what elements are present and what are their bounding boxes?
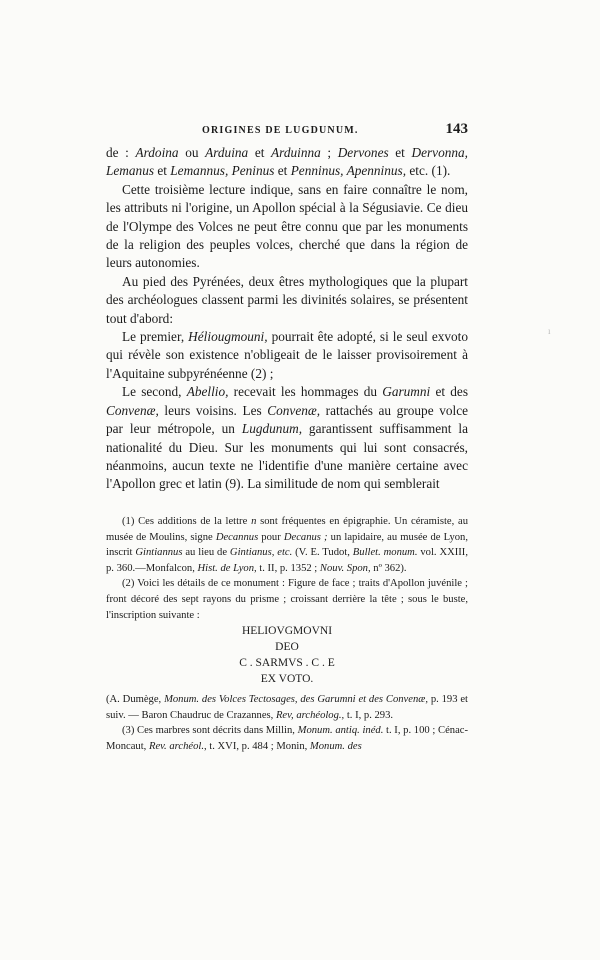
paragraph-4: Le premier, Héliougmouni, pourrait ête adopté, si le seul exvoto qui révèle son existence n'obligeait de le laisser provisoirement à l'Aquitaine subpyrénéenne (2) ; <box>106 329 469 381</box>
inscription-block <box>106 623 468 687</box>
inscription-line: HELIOVGMOVNI <box>241 625 333 638</box>
footnote-3: (3) Ces marbres sont décrits dans Millin, Monum. antiq. inéd. t. I, p. 100 ; Cénac-Moncaut, Rev. archéol., t. XVI, p. 484 ; Monin, Monum. des <box>106 725 469 752</box>
page-number: 143 <box>445 121 468 137</box>
inscription-line: C . SARMVS . C . E <box>239 657 335 670</box>
paragraph-3: Au pied des Pyrénées, deux êtres mythologiques que la plupart des archéologues classent parmi les divinités solaires, se présentent tout d'abord: <box>106 273 468 326</box>
footnote-2-source: (A. Dumège, Monum. des Volces Tectosages, des Garumni et des Convenæ, p. 193 et suiv. — Baron Chaudruc de Crazannes, Rev, archéolog., t. I, p. 293. <box>106 694 468 721</box>
page-header <box>106 121 468 142</box>
main-text <box>106 144 468 494</box>
inscription-line: EX VOTO. <box>260 673 314 686</box>
margin-mark: ı <box>548 326 551 336</box>
footnotes <box>106 514 468 755</box>
footnote-1: (1) Ces additions de la lettre n sont fréquentes en épigraphie. Un céramiste, au musée de Moulins, signe Decannus pour Decanus ; un lapidaire, au musée de Lyon, inscrit Gintiannus au lieu de Gintianus, etc. (V. E. Tudot, Bullet. monum. vol. XXIII, p. 360.—Monfalcon, Hist. de Lyon, t. II, p. 1352 ; Nouv. Spon, nº 362). <box>106 516 468 574</box>
running-title: ORIGINES DE LUGDUNUM. <box>202 125 359 136</box>
paragraph-1: de : Ardoina ou Arduina et Arduinna ; Dervones et Dervonna, Lemanus et Lemannus, Peninus et Penninus, Apenninus, etc. (1). <box>106 145 468 179</box>
inscription-line: DEO <box>275 641 299 654</box>
paragraph-2: Cette troisième lecture indique, sans en faire connaître le nom, les attributs ni l'origine, un Apollon spécial à la Ségusiavie. Ce dieu de l'Olympe des Volces ne peut être connu que par les monuments de la religion des peuples volces, cherché que dans la région de leurs autonomies. <box>106 181 468 271</box>
footnote-2: (2) Voici les détails de ce monument : Figure de face ; traits d'Apollon juvénile ; front décoré des sept rayons du prisme ; croissant derrière la tête ; sous le buste, l'inscription suivante : <box>106 578 468 621</box>
paragraph-5: Le second, Abellio, recevait les hommages du Garumni et des Convenæ, leurs voisins. Les Convenæ, rattachés au groupe volce par leur métropole, un Lugdunum, garantissent suffisamment la nationalité du Dieu. Sur les monuments qui lui sont consacrés, néanmoins, aucun texte ne l'identifie d'une manière certaine avec l'Apollon grec et latin (9). La similitude de nom qui semblerait <box>106 384 469 492</box>
